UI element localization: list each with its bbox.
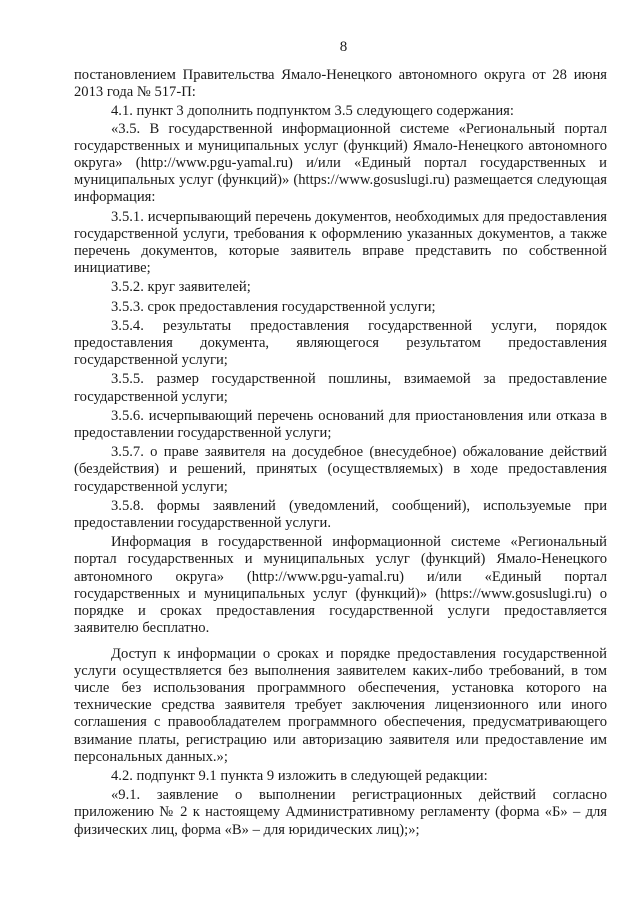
paragraph-4-2: 4.2. подпункт 9.1 пункта 9 изложить в следующей редакции: [111,767,488,784]
paragraph-3-5: «3.5. В государственной информационной системе «Региональный портал государственных и муниципальных услуг (функций) Ямало-Ненецкого автономного округа» (http://www.pgu-yamal.ru) и/или «Единый портал государственных и муниципальных услуг (функций)» (https://www.gosuslugi.ru) размещается следующая информация: [74,120,607,206]
paragraph-3-5-1: 3.5.1. исчерпывающий перечень документов, необходимых для предоставления государственной услуги, требования к оформлению указанных документов, а также перечень документов, которые заявитель вправе представить по собственной инициативе; [74,208,607,277]
paragraph-4-1: 4.1. пункт 3 дополнить подпунктом 3.5 следующего содержания: [111,103,514,120]
paragraph-3-5-3: 3.5.3. срок предоставления государственной услуги; [111,298,436,315]
paragraph-3-5-2: 3.5.2. круг заявителей; [111,279,251,296]
paragraph-intro: постановлением Правительства Ямало-Ненецкого автономного округа от 28 июня 2013 года № 517-П: [74,67,607,101]
paragraph-3-5-7: 3.5.7. о праве заявителя на досудебное (внесудебное) обжалование действий (бездействия) и решений, принятых (осуществляемых) в ходе предоставления государственной услуги; [74,444,607,495]
paragraph-9-1: «9.1. заявление о выполнении регистрационных действий согласно приложению № 2 к настоящему Административному регламенту (форма «Б» – для физических лиц, форма «В» – для юридических лиц);»; [74,787,607,838]
paragraph-3-5-4: 3.5.4. результаты предоставления государственной услуги, порядок предоставления документа, являющегося результатом предоставления государственной услуги; [74,317,607,369]
paragraph-3-5-8: 3.5.8. формы заявлений (уведомлений, сообщений), используемые при предоставлении государственной услуги. [74,497,607,532]
paragraph-information: Информация в государственной информационной системе «Региональный портал государственных и муниципальных услуг (функций) Ямало-Ненецкого автономного округа» (http://www.pgu-yamal.ru) и/или «Единый портал государственных и муниципальных услуг (функций)» (https://www.gosuslugi.ru) о порядке и сроках предоставления государственной услуги предоставляется заявителю бесплатно. [74,534,607,637]
page-number: 8 [339,39,348,55]
paragraph-access: Доступ к информации о сроках и порядке предоставления государственной услуги осуществляется без выполнения заявителем каких-либо требований, в том числе без использования программного обеспечения, установка которого на технические средства заявителя требует заключения лицензионного или иного соглашения с правообладателем программного обеспечения, предусматривающего взимание платы, регистрацию или авторизацию заявителя или предоставление им персональных данных.»; [74,645,607,765]
paragraph-3-5-5: 3.5.5. размер государственной пошлины, взимаемой за предоставление государственной услуги; [74,371,607,405]
paragraph-3-5-6: 3.5.6. исчерпывающий перечень оснований для приостановления или отказа в предоставлении государственной услуги; [74,407,607,442]
